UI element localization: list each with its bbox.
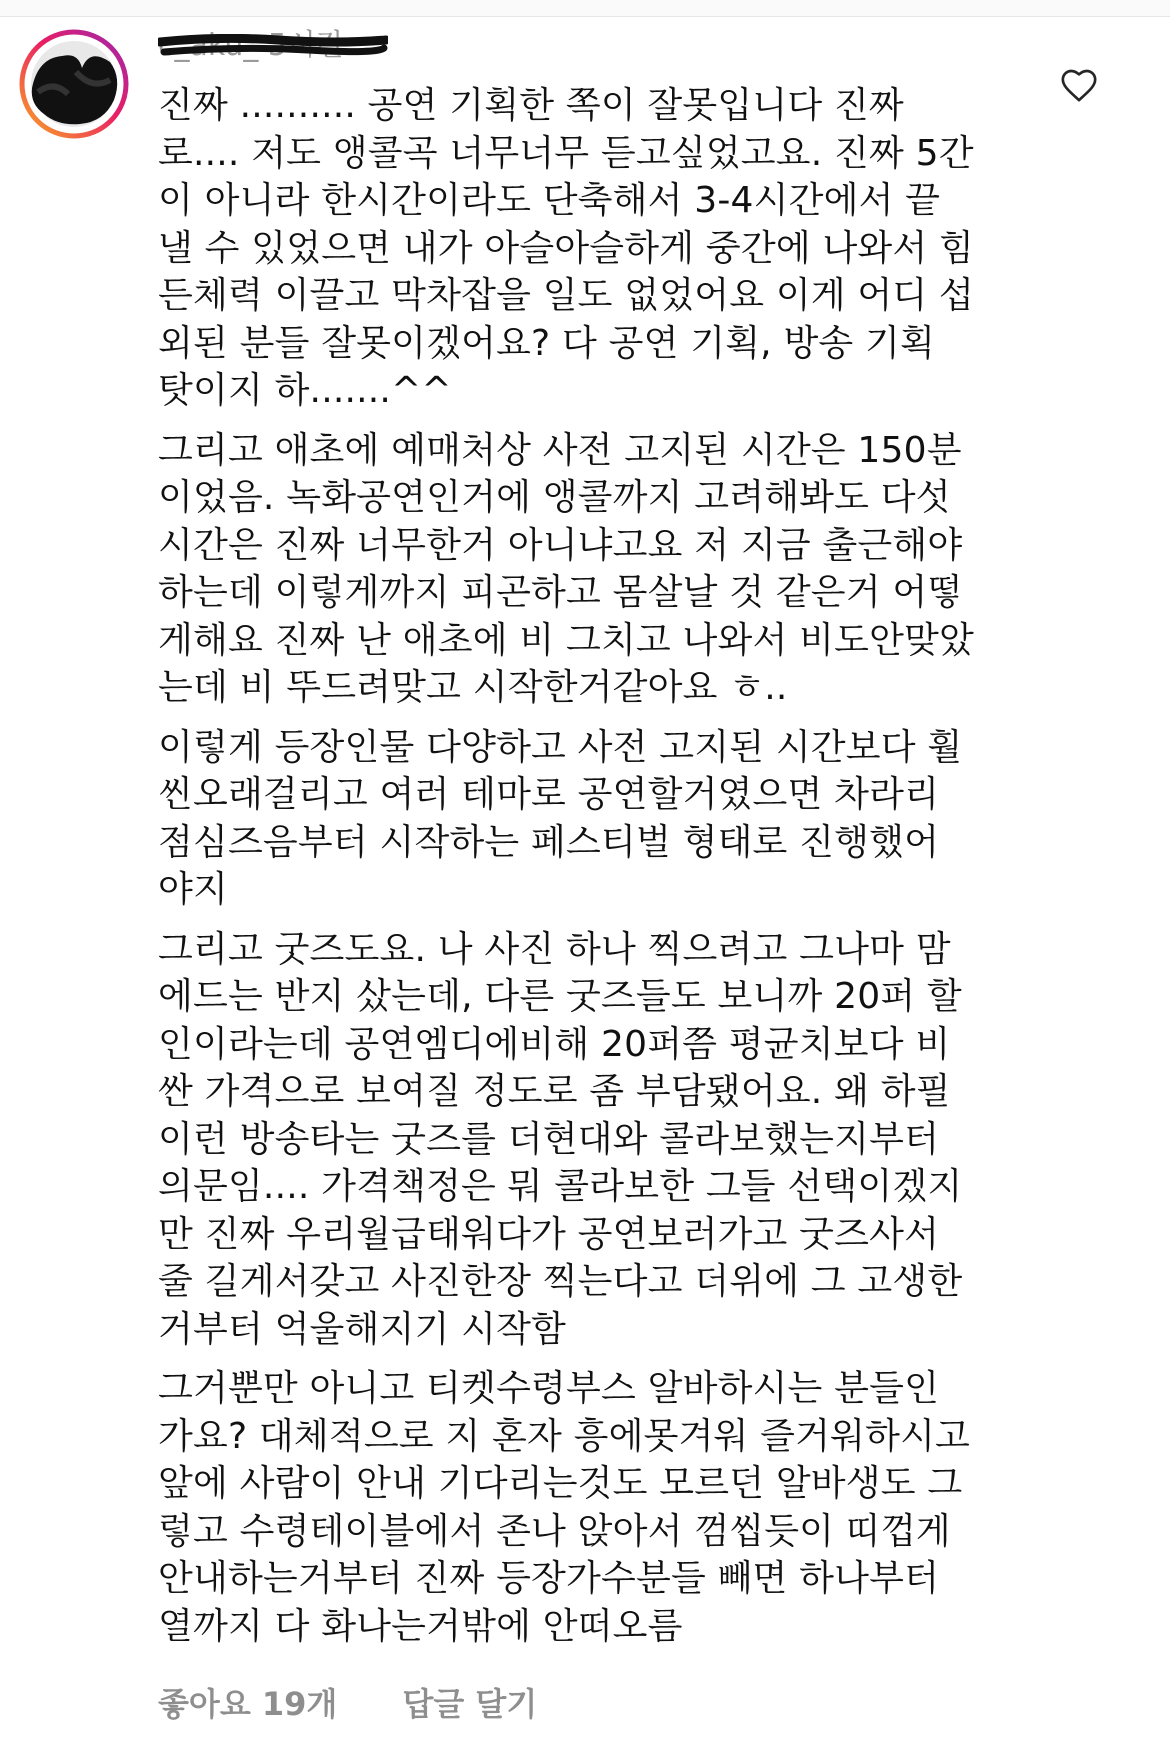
comment-line: 이 아니라 한시간이라도 단축해서 3-4시간에서 끝 [158,180,941,221]
comment-line: 만 진짜 우리월급태워다가 공연보러가고 굿즈사서 [158,1213,940,1255]
username[interactable] [158,28,388,64]
comment-line: 그리고 애초에 예매처상 사전 고지된 시간은 150분 [158,429,962,471]
comment-line: 탓이지 하.......^^ [158,370,452,411]
redaction-scribble [158,34,388,58]
comment-line: 낼 수 있었으면 내가 아슬아슬하게 중간에 나와서 힘 [158,227,974,269]
comment-line: 열까지 다 화나는거밖에 안떠오름 [158,1605,683,1647]
comment-line: 이었음. 녹화공연인거에 앵콜까지 고려해봐도 다섯 [158,477,951,518]
comment-actions [158,1682,537,1726]
comment-line: 안내하는거부터 진짜 등장가수분들 빼면 하나부터 [158,1558,940,1599]
comment-paragraph-4 [158,926,1016,1354]
comment-line: 야지 [158,869,228,910]
likes-count-link[interactable]: 좋아요 19개 [158,1685,338,1723]
avatar[interactable] [18,28,130,140]
comment-line: 그리고 굿즈도요. 나 사진 하나 찍으려고 그나마 맘 [158,928,951,970]
comment-line: 줄 길게서갖고 사진한장 찍는다고 더위에 그 고생한 [158,1261,963,1302]
comment-line: 외된 분들 잘못이겠어요? 다 공연 기획, 방송 기획 [158,322,935,364]
comment-time: 5시간 [267,28,345,63]
username-text: c_aku_ [158,28,259,63]
comment-line: 는데 비 뚜드려맞고 시작한거같아요 ㅎ.. [158,667,788,708]
comment-line: 인이라는데 공연엠디에비해 20퍼쯤 평균치보다 비 [158,1023,951,1065]
comment-line: 앞에 사람이 안내 기다리는것도 모르던 알바생도 그 [158,1463,963,1504]
comment-line: 의문임.... 가격책정은 뭐 콜라보한 그들 선택이겠지 [158,1166,963,1207]
like-button[interactable] [1058,66,1100,106]
top-divider [0,0,1170,17]
comment-line: 싼 가격으로 보여질 정도로 좀 부담됐어요. 왜 하필 [158,1071,951,1112]
comment-line: 게해요 진짜 난 애초에 비 그치고 나와서 비도안맞았 [158,619,974,661]
comment-line: 진짜 .......... 공연 기획한 쪽이 잘못입니다 진짜 [158,85,904,126]
comment-paragraph-1 [158,82,1016,415]
comment-line: 이렇게 등장인물 다양하고 사전 고지된 시간보다 훨 [158,726,963,768]
comment-line: 점심즈음부터 시작하는 페스티벌 형태로 진행했어 [158,821,940,863]
comment-line: 가요? 대체적으로 지 혼자 흥에못겨워 즐거워하시고 [158,1415,971,1457]
comment-paragraph-5 [158,1365,1016,1650]
story-ring-icon [18,28,130,140]
comment-line: 하는데 이렇게까지 피곤하고 몸살날 것 같은거 어떻 [158,572,963,613]
comment-body [158,82,1016,1662]
reply-button[interactable]: 답글 달기 [402,1685,538,1723]
comment-line: 시간은 진짜 너무한거 아니냐고요 저 지금 출근해야 [158,524,963,566]
comment-line: 씬오래걸리고 여러 테마로 공연할거였으면 차라리 [158,774,940,815]
comment-line: 로.... 저도 앵콜곡 너무너무 듣고싶었고요. 진짜 5간 [158,132,974,174]
comment-line: 거부터 억울해지기 시작함 [158,1308,567,1350]
comment-line: 든체력 이끌고 막차잡을 일도 없었어요 이게 어디 섭 [158,275,974,316]
heart-outline-icon [1058,66,1100,106]
comment-line: 에드는 반지 샀는데, 다른 굿즈들도 보니까 20퍼 할 [158,976,962,1017]
comment-line: 렇고 수령테이블에서 존나 앉아서 껌씹듯이 띠껍게 [158,1510,951,1552]
comment-line: 그거뿐만 아니고 티켓수령부스 알바하시는 분들인 [158,1368,940,1409]
comment-paragraph-2 [158,427,1016,712]
comment-line: 이런 방송타는 굿즈를 더현대와 콜라보했는지부터 [158,1118,940,1160]
comment-paragraph-3 [158,724,1016,914]
